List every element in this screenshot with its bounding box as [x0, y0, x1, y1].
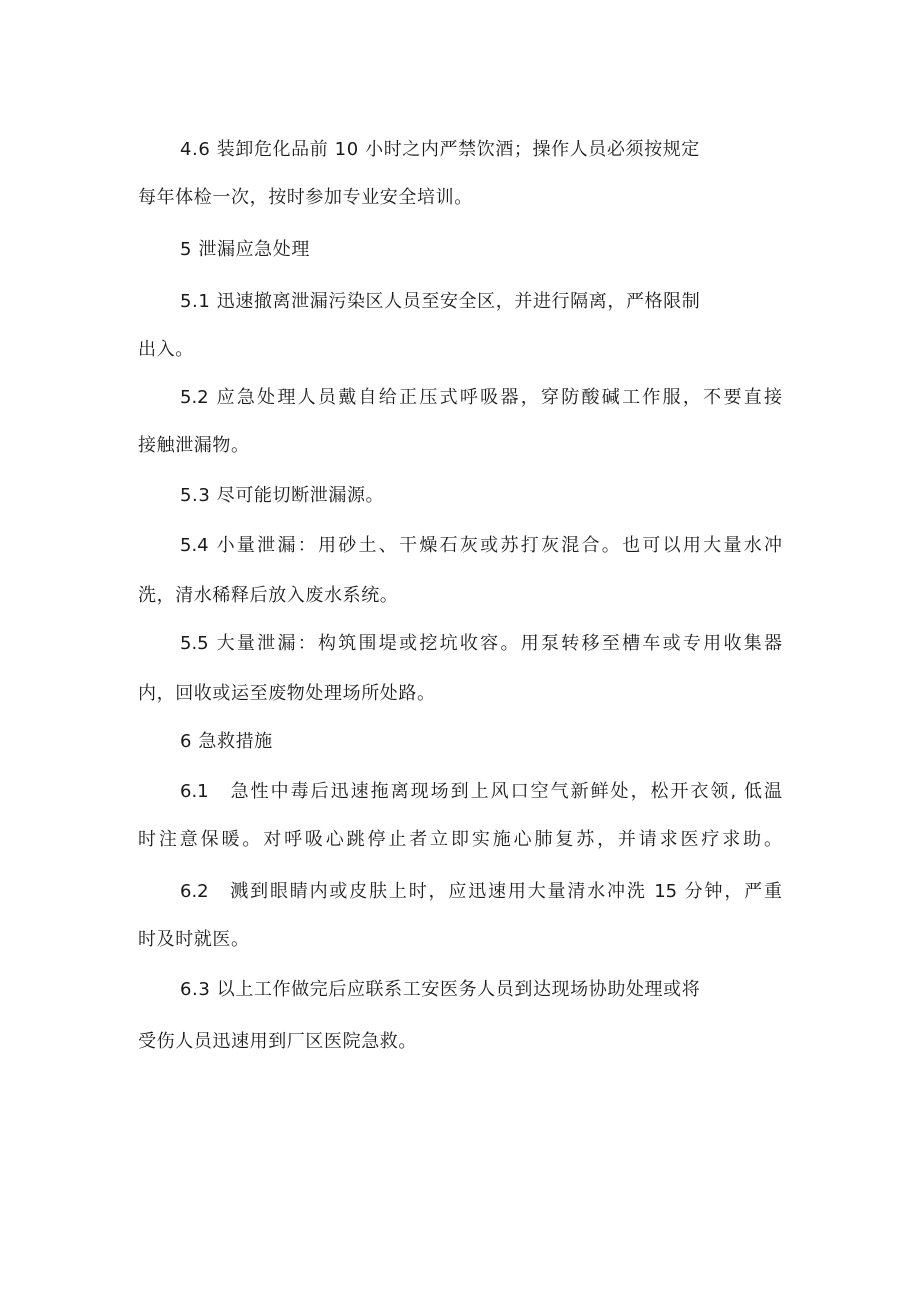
section-heading-5: 5 泄漏应急处理 [180, 239, 310, 260]
text-line-4-6: 4.6 装卸危化品前 10 小时之内严禁饮酒；操作人员必须按规定 [180, 139, 700, 160]
text-line-6-1: 6.1 急性中毒后迅速拖离现场到上风口空气新鲜处，松开衣领, 低温 [180, 781, 782, 802]
text-line-5-2-cont: 接触泄漏物。 [138, 435, 250, 456]
text-line-5-4: 5.4 小量泄漏：用砂土、干燥石灰或苏打灰混合。也可以用大量水冲 [180, 535, 782, 556]
text-line-5-4-cont: 洗，清水稀释后放入废水系统。 [138, 585, 399, 606]
text-line-6-3-cont: 受伤人员迅速用到厂区医院急救。 [138, 1031, 417, 1052]
text-line-5-1-cont: 出入。 [138, 339, 194, 360]
text-line-5-5: 5.5 大量泄漏：构筑围堤或挖坑收容。用泵转移至槽车或专用收集器 [180, 633, 782, 654]
text-line-4-6-cont: 每年体检一次，按时参加专业安全培训。 [138, 187, 473, 208]
text-line-5-2: 5.2 应急处理人员戴自给正压式呼吸器，穿防酸碱工作服，不要直接 [180, 387, 782, 408]
text-line-5-3: 5.3 尽可能切断泄漏源。 [180, 485, 385, 506]
text-line-6-2-cont: 时及时就医。 [138, 929, 250, 950]
text-line-6-2: 6.2 溅到眼睛内或皮肤上时，应迅速用大量清水冲洗 15 分钟，严重 [180, 881, 782, 902]
text-line-5-1: 5.1 迅速撤离泄漏污染区人员至安全区，并进行隔离，严格限制 [180, 291, 701, 312]
section-heading-6: 6 急救措施 [180, 731, 273, 752]
text-line-6-1-cont: 时注意保暖。对呼吸心跳停止者立即实施心肺复苏，并请求医疗求助。 [138, 829, 782, 850]
text-line-6-3: 6.3 以上工作做完后应联系工安医务人员到达现场协助处理或将 [180, 979, 701, 1000]
text-line-5-5-cont: 内，回收或运至废物处理场所处路。 [138, 683, 436, 704]
